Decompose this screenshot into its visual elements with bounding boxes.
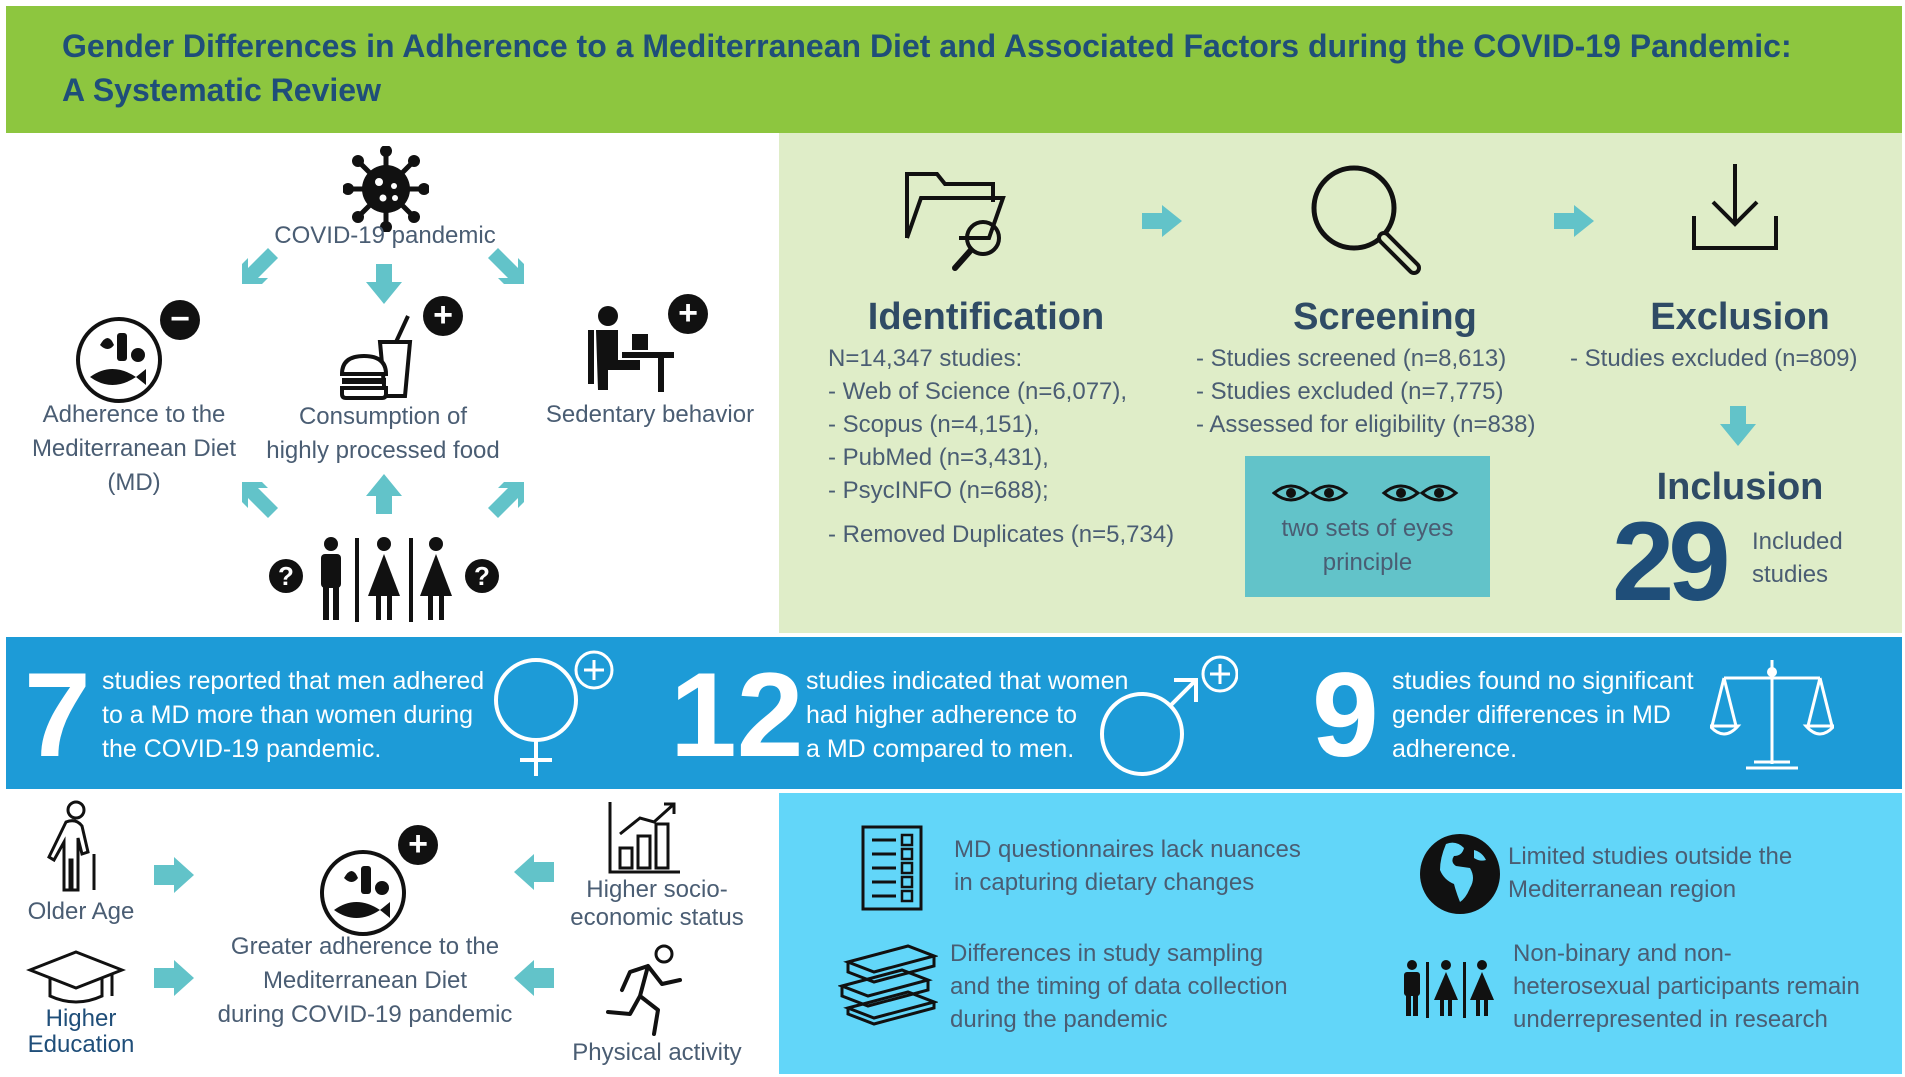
people-icon (1398, 960, 1498, 1018)
identification-heading: Identification (867, 296, 1105, 338)
stat-line: studies indicated that women (806, 667, 1129, 695)
fast-food-icon (336, 312, 426, 402)
limitation-line: and the timing of data collection (950, 973, 1288, 1000)
male-symbol-icon (1098, 654, 1238, 780)
arrow-right (150, 958, 196, 998)
limitation-sampling (950, 937, 1370, 1036)
limitation-line: Limited studies outside the (1508, 843, 1793, 870)
food-label-line: Consumption of (298, 403, 468, 430)
arrow-down (364, 262, 404, 306)
arrow-up-right (484, 478, 528, 522)
plus-icon: + (398, 825, 438, 865)
exclusion-line: - Studies excluded (n=809) (1570, 345, 1858, 372)
limitation-line: MD questionnaires lack nuances (954, 836, 1301, 863)
questionnaire-icon (860, 824, 924, 912)
arrow-down-left (238, 244, 282, 288)
screening-heading: Screening (1293, 296, 1477, 338)
limitation-nonbinary (1513, 937, 1899, 1036)
plus-icon: + (423, 296, 463, 336)
running-person-icon (604, 944, 688, 1036)
identification-line: - PubMed (n=3,431), (828, 444, 1049, 471)
limitation-line: Differences in study sampling (950, 940, 1264, 967)
physical-activity-label: Physical activity (572, 1039, 742, 1066)
greater-adherence-label (200, 930, 530, 1032)
identification-line: - Scopus (n=4,151), (828, 411, 1040, 438)
stat-line: had higher adherence to (806, 701, 1078, 729)
arrow-right (150, 855, 196, 895)
limitation-regions (1508, 840, 1888, 906)
eyes-line: two sets of eyes (1281, 515, 1454, 542)
inclusion-label-line: studies (1752, 561, 1829, 588)
center-line: during COVID-19 pandemic (217, 1001, 513, 1028)
inclusion-heading: Inclusion (1656, 466, 1824, 508)
older-age-label: Older Age (27, 898, 135, 925)
food-label-line: highly processed food (266, 437, 500, 464)
arrow-right (1140, 203, 1184, 239)
md-label (18, 398, 250, 500)
arrow-down-right (484, 244, 528, 288)
screening-line: - Assessed for eligibility (n=838) (1196, 411, 1536, 438)
md-label-line: Adherence to the (42, 401, 226, 428)
stat-line: studies reported that men adhered (102, 667, 485, 695)
limitation-questionnaires (954, 833, 1354, 899)
identification-line: - PsycINFO (n=688); (828, 477, 1049, 504)
inclusion-number: 29 (1612, 499, 1725, 624)
ses-label (552, 876, 762, 932)
food-label (248, 400, 518, 468)
stat-number-women: 12 (670, 648, 804, 782)
arrow-up (364, 472, 404, 516)
removed-duplicates: - Removed Duplicates (n=5,734) (828, 521, 1175, 548)
sedentary-label: Sedentary behavior (545, 401, 755, 428)
limitation-line: Mediterranean region (1508, 876, 1737, 903)
svg-text:?: ? (474, 561, 490, 591)
graduation-cap-icon (26, 948, 126, 1006)
title-line-1: Gender Differences in Adherence to a Mediterranean Diet and Associated Factors during the COVID-19 Pandemic: (62, 28, 1792, 64)
higher-education-label (14, 1006, 148, 1058)
stat-text-men (102, 664, 522, 766)
books-icon (838, 942, 938, 1026)
eyes-icon (1272, 481, 1464, 505)
identification-line: - Web of Science (n=6,077), (828, 378, 1128, 405)
mediterranean-diet-icon (74, 315, 164, 405)
svg-text:?: ? (278, 561, 294, 591)
screening-line: - Studies screened (n=8,613) (1196, 345, 1507, 372)
stat-number-men: 7 (24, 648, 91, 782)
stat-line: adherence. (1392, 735, 1518, 763)
balance-scale-icon (1710, 656, 1834, 776)
stat-line: to a MD more than women during (102, 701, 474, 729)
limitation-line: underrepresented in research (1513, 1006, 1828, 1033)
md-label-line: (MD) (107, 469, 161, 496)
arrow-down (1718, 404, 1758, 448)
gender-people-icon (268, 536, 500, 622)
bar-chart-growth-icon (606, 800, 682, 876)
stat-line: the COVID-19 pandemic. (102, 735, 382, 763)
ses-line: Higher socio- (586, 876, 728, 903)
female-symbol-icon (490, 648, 620, 778)
magnifier-icon (1306, 160, 1426, 280)
screening-line: - Studies excluded (n=7,775) (1196, 378, 1504, 405)
identification-list (828, 342, 1148, 507)
eyes-principle-text (1245, 512, 1490, 580)
older-person-icon (46, 800, 104, 892)
minus-icon: − (160, 300, 200, 340)
identification-line: N=14,347 studies: (828, 345, 1023, 372)
covid-label: COVID-19 pandemic (274, 222, 496, 249)
stat-line: studies found no significant (1392, 667, 1694, 695)
limitation-line: Non-binary and non- (1513, 940, 1732, 967)
inclusion-label-line: Included (1752, 528, 1843, 555)
education-line: Higher (45, 1005, 117, 1032)
stat-line: gender differences in MD (1392, 701, 1671, 729)
center-line: Greater adherence to the (230, 933, 500, 960)
download-icon (1690, 160, 1780, 252)
eyes-line: principle (1322, 549, 1413, 576)
limitation-line: during the pandemic (950, 1006, 1168, 1033)
title-line-2: A Systematic Review (62, 72, 381, 108)
center-line: Mediterranean Diet (262, 967, 468, 994)
page-title (62, 24, 1862, 112)
mediterranean-diet-icon (318, 848, 408, 938)
exclusion-heading: Exclusion (1650, 296, 1830, 338)
arrow-up-left (238, 478, 282, 522)
ses-line: economic status (570, 904, 744, 931)
stat-number-nodiff: 9 (1312, 648, 1379, 782)
plus-icon: + (668, 294, 708, 334)
md-label-line: Mediterranean Diet (31, 435, 237, 462)
stat-line: a MD compared to men. (806, 735, 1075, 763)
inclusion-label (1752, 525, 1902, 591)
arrow-right (1552, 203, 1596, 239)
limitation-line: heterosexual participants remain (1513, 973, 1860, 1000)
screening-list (1196, 342, 1576, 441)
education-line: Education (27, 1031, 135, 1058)
stat-text-nodiff (1392, 664, 1732, 766)
arrow-left (512, 958, 558, 998)
limitation-line: in capturing dietary changes (954, 869, 1255, 896)
desk-worker-icon (586, 304, 676, 394)
globe-icon (1418, 832, 1502, 916)
folder-search-icon (903, 168, 1007, 274)
